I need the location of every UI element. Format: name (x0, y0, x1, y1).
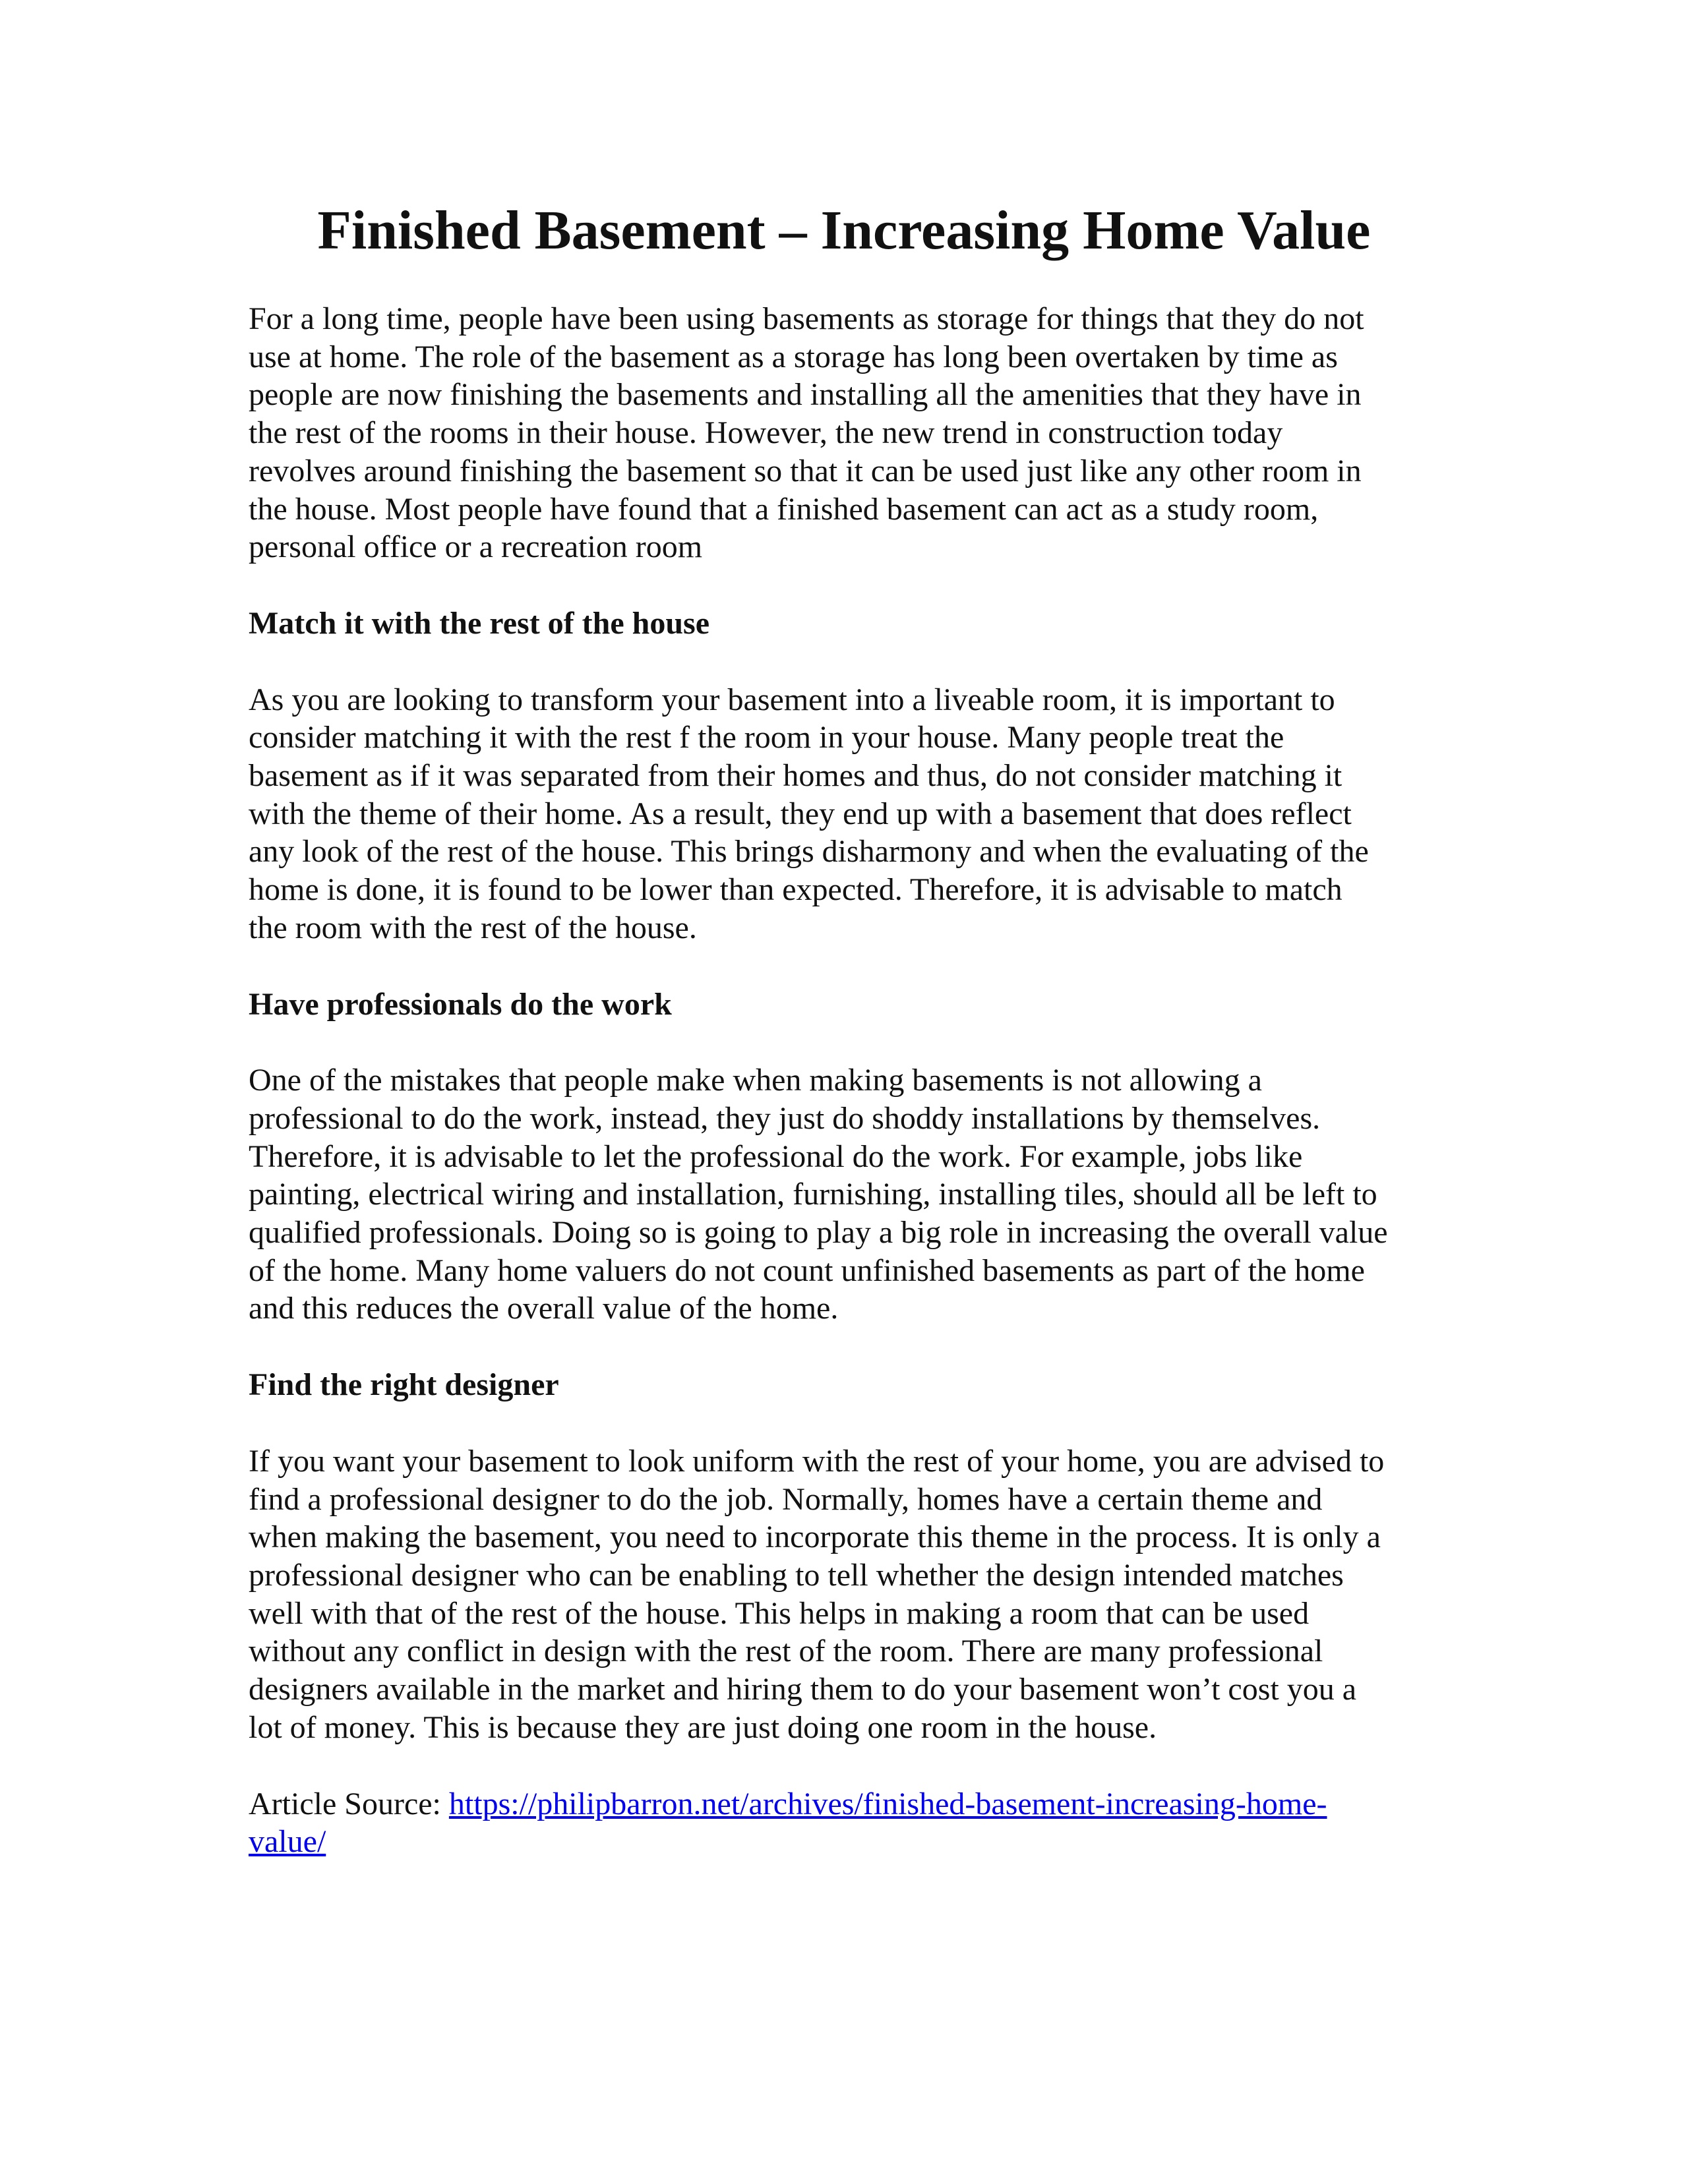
paragraph-line: qualified professionals. Doing so is going to play a big role in increasing the overall value (249, 1215, 1388, 1251)
paragraph-line: of the home. Many home valuers do not count unfinished basements as part of the home (249, 1253, 1365, 1288)
paragraph-line: the room with the rest of the house. (249, 910, 697, 945)
intro-paragraph (249, 300, 1449, 566)
section-paragraph-designer (249, 1442, 1449, 1747)
paragraph-line: As you are looking to transform your basement into a liveable room, it is important to (249, 682, 1335, 717)
document-title: Finished Basement – Increasing Home Value (317, 200, 1371, 261)
paragraph-line: when making the basement, you need to incorporate this theme in the process. It is only a (249, 1520, 1381, 1555)
paragraph-line: people are now finishing the basements and installing all the amenities that they have in (249, 377, 1362, 413)
paragraph-line: professional to do the work, instead, they just do shoddy installations by themselves. (249, 1100, 1321, 1136)
paragraph-line: the rest of the rooms in their house. However, the new trend in construction today (249, 415, 1283, 451)
section-heading-designer: Find the right designer (249, 1367, 559, 1403)
section-paragraph-match (249, 681, 1449, 947)
paragraph-line: For a long time, people have been using basements as storage for things that they do not (249, 301, 1364, 336)
paragraph-line: designers available in the market and hiring them to do your basement won’t cost you a (249, 1672, 1357, 1707)
section-heading-match: Match it with the rest of the house (249, 605, 710, 641)
paragraph-line: basement as if it was separated from their homes and thus, do not consider matching it (249, 758, 1342, 794)
paragraph-line: painting, electrical wiring and installation, furnishing, installing tiles, should all be left to (249, 1177, 1377, 1212)
article-source-label: Article Source: (249, 1786, 449, 1821)
paragraph-line: One of the mistakes that people make when making basements is not allowing a (249, 1063, 1262, 1098)
paragraph-line: professional designer who can be enabling to tell whether the design intended matches (249, 1557, 1344, 1593)
paragraph-line: use at home. The role of the basement as a storage has long been overtaken by time as (249, 339, 1338, 374)
paragraph-line: any look of the rest of the house. This brings disharmony and when the evaluating of the (249, 834, 1369, 870)
paragraph-line: the house. Most people have found that a finished basement can act as a study room, (249, 491, 1319, 527)
section-heading-professionals: Have professionals do the work (249, 986, 672, 1022)
document-body (249, 300, 1449, 1861)
paragraph-line: revolves around finishing the basement so that it can be used just like any other room in (249, 453, 1362, 488)
paragraph-line: consider matching it with the rest f the room in your house. Many people treat the (249, 720, 1284, 755)
section-paragraph-professionals (249, 1061, 1449, 1328)
article-source-link-continued[interactable]: value/ (249, 1824, 326, 1860)
paragraph-line: home is done, it is found to be lower than expected. Therefore, it is advisable to match (249, 872, 1342, 908)
paragraph-line: lot of money. This is because they are just doing one room in the house. (249, 1709, 1157, 1745)
article-source (249, 1785, 1449, 1861)
article-source-link[interactable]: https://philipbarron.net/archives/finished-basement-increasing-home- (448, 1786, 1327, 1821)
paragraph-line: If you want your basement to look uniform with the rest of your home, you are advised to (249, 1443, 1385, 1479)
paragraph-line: Therefore, it is advisable to let the professional do the work. For example, jobs like (249, 1138, 1303, 1174)
article-source-line (249, 1823, 1449, 1861)
paragraph-line: with the theme of their home. As a result, they end up with a basement that does reflect (249, 796, 1352, 831)
paragraph-line: without any conflict in design with the rest of the room. There are many professional (249, 1634, 1323, 1669)
article-source-line (249, 1785, 1449, 1823)
paragraph-line: and this reduces the overall value of the home. (249, 1291, 839, 1326)
paragraph-line: well with that of the rest of the house. This helps in making a room that can be used (249, 1595, 1310, 1631)
paragraph-line: personal office or a recreation room (249, 529, 703, 565)
paragraph-line: find a professional designer to do the job. Normally, homes have a certain theme and (249, 1481, 1323, 1517)
